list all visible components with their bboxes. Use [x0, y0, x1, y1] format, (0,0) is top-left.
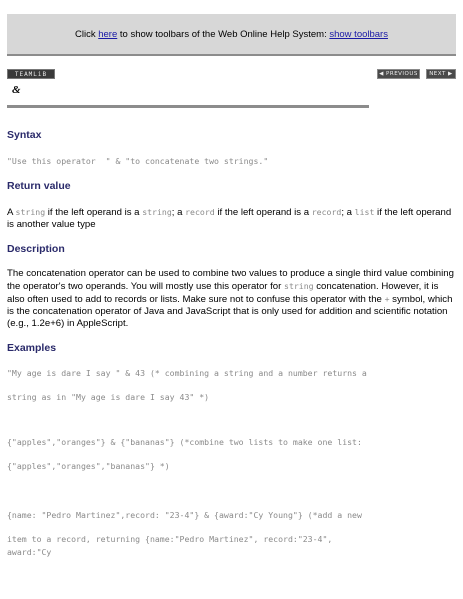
rv-text-5: ; a	[341, 207, 355, 218]
return-value-heading: Return value	[7, 180, 71, 192]
desc-code-plus: +	[384, 294, 390, 304]
rv-code-record-1: record	[185, 207, 215, 217]
here-link[interactable]: here	[98, 28, 118, 40]
description-text	[7, 268, 456, 330]
description-heading: Description	[7, 243, 65, 255]
example-line: award:"Cy	[7, 547, 52, 557]
teamlib-logo: TEAMLiB	[7, 69, 55, 79]
example-line: string as in "My age is dare I say 43" *)	[7, 392, 210, 402]
example-line: {"apples","oranges","bananas"} *)	[7, 461, 170, 471]
syntax-code: "Use this operator " & "to concatenate two strings."	[7, 156, 269, 166]
rv-text-2: if the left operand is a	[45, 207, 143, 218]
examples-heading: Examples	[7, 342, 57, 354]
example-line: "My age is dare I say " & 43 (* combining a string and a number returns a	[7, 368, 367, 378]
show-toolbars-link[interactable]: show toolbars	[329, 28, 388, 40]
desc-text-3: symbol, which is the concatenation operator of Java and JavaScript that is only used for addition and scientific notation (e.g., 1.2e+6) in AppleScript.	[7, 294, 453, 329]
toolbar-banner	[7, 14, 456, 56]
desc-text-1: The concatenation operator can be used to combine two values to produce a single third value combining the operator's two operands. You will mostly use this operator for	[7, 268, 454, 292]
rv-code-string-1: string	[15, 207, 46, 217]
page-title: &	[12, 84, 21, 96]
desc-code-string: string	[284, 281, 314, 291]
rv-text-6: if the left operand is another value type	[7, 207, 452, 230]
rv-text-4: if the left operand is a	[214, 207, 312, 218]
rv-code-record-2: record	[311, 207, 342, 217]
example-line: {"apples","oranges"} & {"bananas"} (*combine two lists to make one list:	[7, 437, 362, 447]
syntax-heading: Syntax	[7, 129, 42, 141]
title-divider	[7, 105, 369, 108]
banner-middle: to show toolbars of the Web Online Help System:	[117, 28, 330, 40]
return-value-text	[7, 206, 456, 231]
example-line: {name: "Pedro Martinez",record: "23-4"} & {award:"Cy Young"} (*add a new	[7, 510, 362, 520]
rv-text-1: A	[7, 207, 16, 218]
desc-text-2: concatenation. However, it is also often used to add to records or lists. Make sure not to confuse this operator with the	[7, 281, 439, 305]
next-button[interactable]: NEXT ▶	[426, 69, 456, 79]
example-line: item to a record, returning {name:"Pedro Martinez", record:"23-4",	[7, 534, 333, 544]
banner-prefix: Click	[75, 28, 99, 40]
rv-code-list: list	[354, 207, 375, 217]
rv-text-3: ; a	[171, 207, 186, 218]
rv-code-string-2: string	[142, 207, 172, 217]
previous-button[interactable]: ◀ PREVIOUS	[377, 69, 420, 79]
